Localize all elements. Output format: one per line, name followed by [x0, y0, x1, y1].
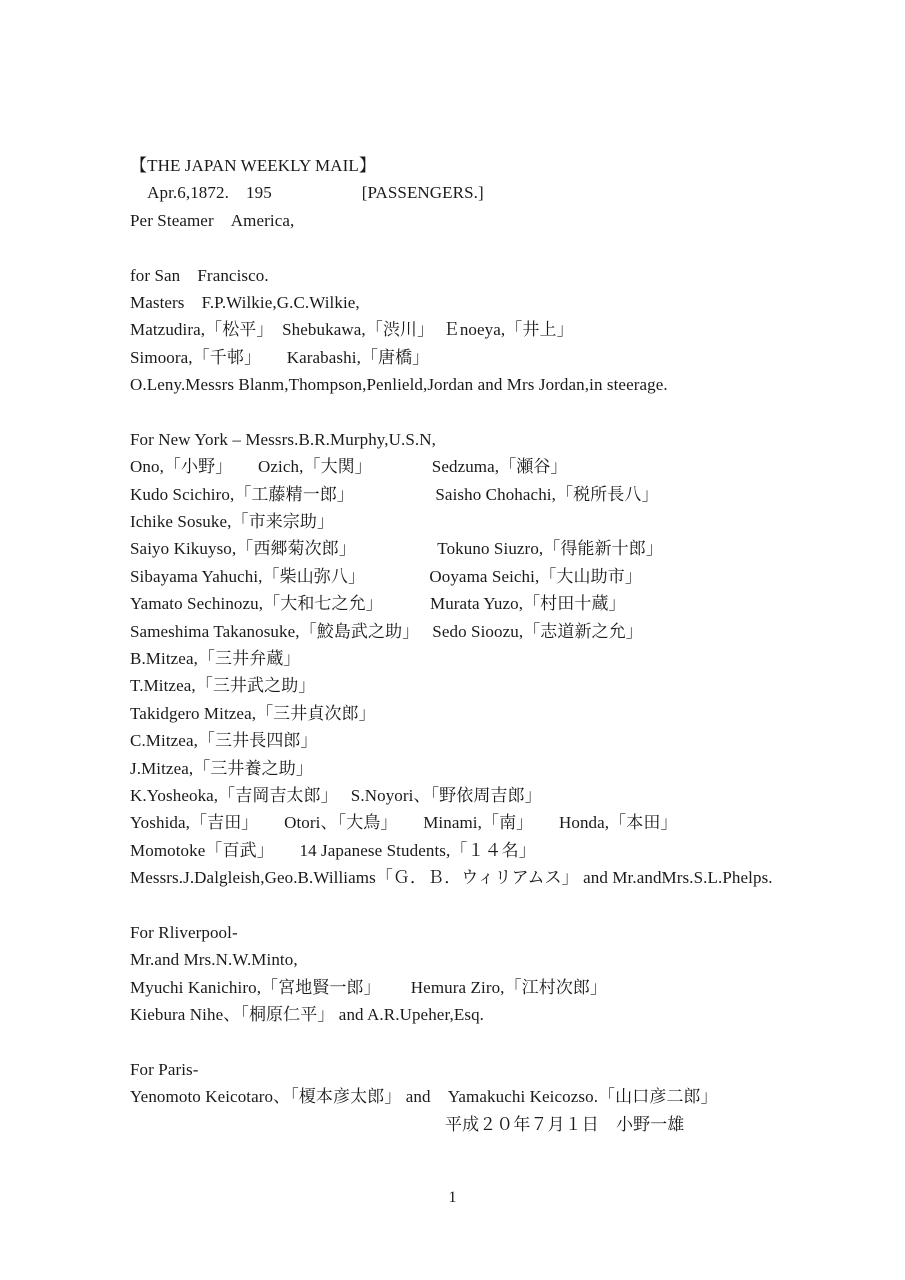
passenger-line: Mr.and Mrs.N.W.Minto, [130, 950, 298, 970]
destination-liverpool: For Rliverpool- [130, 922, 238, 942]
masthead-title: 【THE JAPAN WEEKLY MAIL】 [130, 156, 376, 175]
passenger-line: J.Mitzea,「三井養之助」 [130, 758, 313, 778]
destination-san-francisco: for San Francisco. [130, 265, 269, 285]
passenger-line: Momotoke「百武」 14 Japanese Students,「１４名」 [130, 840, 536, 860]
passenger-line: C.Mitzea,「三井長四郎」 [130, 731, 318, 751]
passenger-line: Yoshida,「吉田」 Otori、「大鳥」 Minami,「南」 Honda,「本田」 [130, 813, 678, 833]
passenger-line: T.Mitzea,「三井武之助」 [130, 676, 316, 696]
passenger-line: Kiebura Nihe、「桐原仁平」 and A.R.Upeher,Esq. [130, 1005, 485, 1025]
document-body [130, 152, 875, 1138]
passenger-line: Simoora,「千邨」 Karabashi,「唐橋」 [130, 347, 430, 367]
passenger-line: Takidgero Mitzea,「三井貞次郎」 [130, 703, 376, 723]
passenger-line: Ichike Sosuke,「市来宗助」 [130, 512, 335, 532]
passenger-line: Myuchi Kanichiro,「宮地賢一郎」 Hemura Ziro,「江村次郎」 [130, 977, 608, 997]
destination-new-york: For New York – Messrs.B.R.Murphy,U.S.N, [130, 429, 436, 449]
passenger-line: Saiyo Kikuyso,「西郷菊次郎」 Tokuno Siuzro,「得能新十郎」 [130, 539, 663, 559]
passenger-line: Ono,「小野」 Ozich,「大関」 Sedzuma,「瀬谷」 [130, 457, 568, 477]
spacer-line [130, 1029, 875, 1056]
steerage-line: O.Leny.Messrs Blanm,Thompson,Penlield,Jordan and Mrs Jordan,in steerage. [130, 375, 668, 395]
passenger-line: Yamato Sechinozu,「大和七之允」 Murata Yuzo,「村田十蔵」 [130, 594, 626, 614]
passenger-line: Matzudira,「松平」 Shebukawa,「渋川」 Ｅnoeya,「井上」 [130, 320, 574, 340]
issue-header: Apr.6,1872. 195 [PASSENGERS.] [130, 183, 484, 203]
passenger-line: Kudo Scichiro,「工藤精一郎」 Saisho Chohachi,「税所長八」 [130, 484, 659, 504]
transcription-date-line: 平成２０年７月１日 小野一雄 [445, 1114, 685, 1134]
steamer-line: Per Steamer America, [130, 210, 295, 230]
passenger-line: Sameshima Takanosuke,「鮫島武之助」 Sedo Sioozu,「志道新之允」 [130, 621, 643, 641]
passenger-line: B.Mitzea,「三井弁蔵」 [130, 649, 301, 669]
passenger-line: Sibayama Yahuchi,「柴山弥八」 Ooyama Seichi,「大山助市」 [130, 566, 642, 586]
passenger-line: K.Yosheoka,「吉岡吉太郎」 S.Noyori、「野依周吉郎」 [130, 785, 542, 805]
spacer-line [130, 892, 875, 919]
passenger-line: Messrs.J.Dalgleish,Geo.B.Williams「Ｇ．Ｂ．ウィリアムス」 and Mr.andMrs.S.L.Phelps. [130, 868, 773, 888]
page-number: 1 [448, 1189, 457, 1206]
masters-line: Masters F.P.Wilkie,G.C.Wilkie, [130, 292, 360, 312]
destination-paris: For Paris- [130, 1059, 199, 1079]
passenger-line: Yenomoto Keicotaro、「榎本彦太郎」 and Yamakuchi Keicozso.「山口彦二郎」 [130, 1087, 718, 1107]
spacer-line [130, 234, 875, 261]
spacer-line [130, 399, 875, 426]
